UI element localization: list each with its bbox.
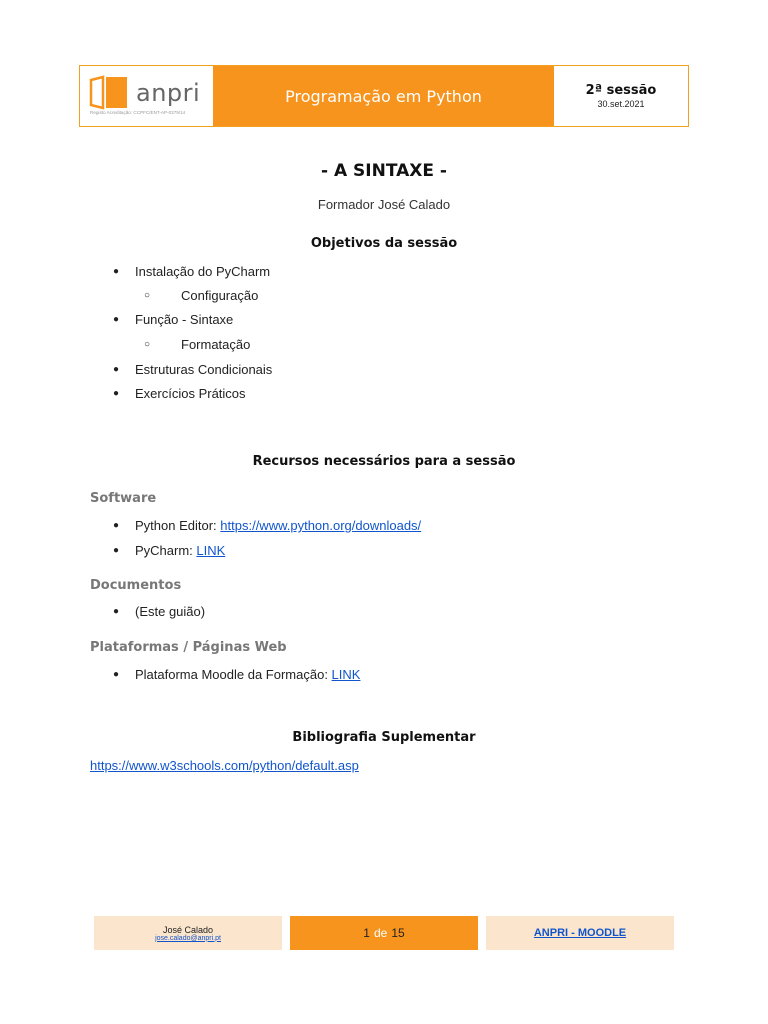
list-item-label: PyCharm: [135,543,197,558]
platforms-heading: Plataformas / Páginas Web [90,640,287,655]
list-item [135,518,421,533]
footer-author [94,916,282,950]
pycharm-link[interactable]: LINK [196,543,226,558]
circle-bullet-icon: ○ [144,339,151,350]
documents-heading: Documentos [90,578,182,593]
list-item: Estruturas Condicionais [135,362,273,377]
logo-subtext: Registo Acreditação: CCPFC/ENT-AP-0379/14 [90,110,186,115]
page-counter [290,916,478,950]
page-total: 15 [391,926,405,940]
bullet-icon: ● [113,314,120,325]
footer-moodle [486,916,674,950]
author-email-link[interactable]: jose.calado@anpri.pt [155,934,221,942]
document-title: - A SINTAXE - [321,161,447,181]
list-item: Instalação do PyCharm [135,264,271,279]
bullet-icon: ● [113,545,120,556]
python-downloads-link[interactable]: https://www.python.org/downloads/ [220,518,422,533]
list-item-label: Python Editor: [135,518,221,533]
list-item: (Este guião) [135,604,206,619]
anpri-moodle-link[interactable]: ANPRI - MOODLE [533,927,627,939]
bullet-icon: ● [113,606,120,617]
bullet-icon: ● [113,669,120,680]
circle-bullet-icon: ○ [144,290,151,301]
list-subitem: Configuração [181,288,259,303]
software-heading: Software [90,491,157,506]
resources-heading: Recursos necessários para a sessão [252,454,516,469]
list-subitem: Formatação [181,337,251,352]
list-item-label: Plataforma Moodle da Formação: [135,667,332,682]
objectives-heading: Objetivos da sessão [310,236,458,251]
bullet-icon: ● [113,388,120,399]
list-item: Função - Sintaxe [135,312,234,327]
session-box [554,66,688,126]
session-number: 2ª sessão [585,83,657,98]
session-date: 30.set.2021 [597,99,645,109]
list-item [135,667,360,682]
anpri-logo [80,66,213,126]
moodle-link[interactable]: LINK [331,667,361,682]
list-item [135,543,225,558]
bibliography-heading: Bibliografia Suplementar [292,730,476,745]
bullet-icon: ● [113,364,120,375]
page-of: de [373,926,388,940]
course-title: Programação em Python [213,66,554,126]
logo-text: anpri [136,79,201,107]
bullet-icon: ● [113,520,120,531]
trainer-name: Formador José Calado [317,197,451,212]
author-name: José Calado [162,924,214,935]
list-item: Exercícios Práticos [135,386,246,401]
w3schools-link[interactable]: https://www.w3schools.com/python/default.asp [90,758,359,773]
book-icon [89,75,133,111]
bullet-icon: ● [113,266,120,277]
document-header [79,65,689,127]
page-current: 1 [363,926,370,940]
